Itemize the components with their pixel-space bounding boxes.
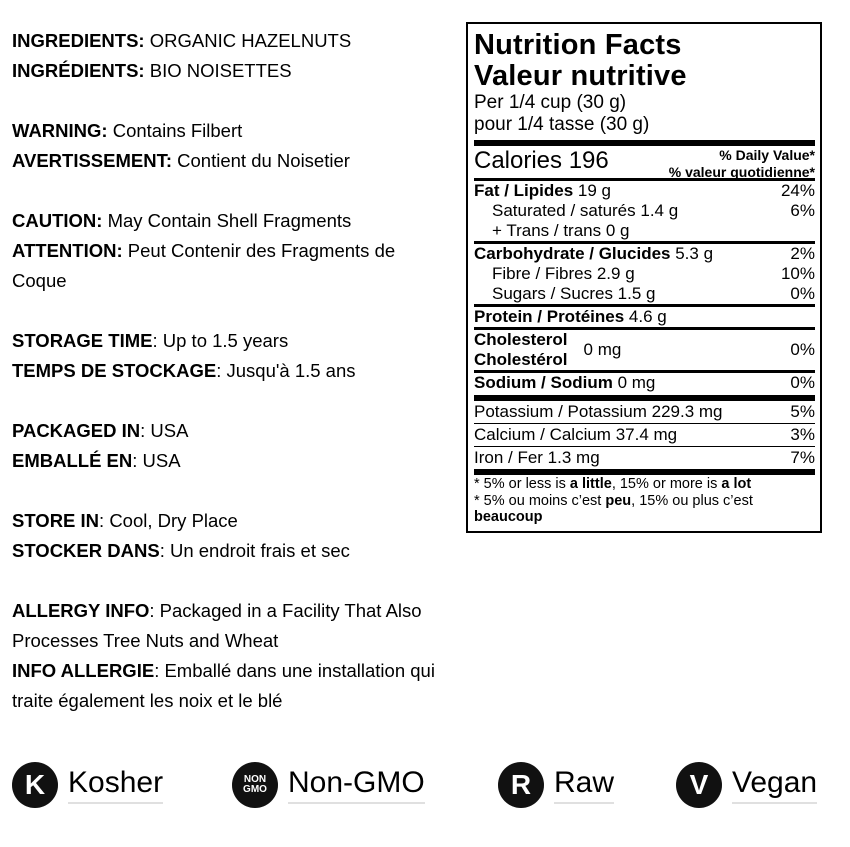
badge-raw: [498, 762, 614, 808]
daily-value-header: % Daily Value* % valeur quotidienne*: [668, 147, 815, 180]
serving-size-en: Per 1/4 cup (30 g): [474, 92, 627, 113]
caution-line: CAUTION: May Contain Shell Fragments: [12, 210, 352, 231]
cholesterol-row: Cholesterol Cholestérol 0 mg 0%: [474, 330, 815, 369]
calories-label: Calories 196: [474, 147, 609, 174]
store-fr-line: STOCKER DANS: Un endroit frais et sec: [12, 540, 350, 561]
fibre-row: Fibre / Fibres 2.9 g 10%: [492, 264, 815, 283]
calcium-row: Calcium / Calcium 37.4 mg 3%: [474, 425, 815, 444]
iron-row: Iron / Fer 1.3 mg 7%: [474, 448, 815, 467]
packaged-line: PACKAGED IN: USA: [12, 420, 189, 441]
store-line: STORE IN: Cool, Dry Place: [12, 510, 238, 531]
nutrition-title-fr: Valeur nutritive: [474, 60, 687, 92]
allergy-line: ALLERGY INFO: Packaged in a Facility That Also Processes Tree Nuts and Wheat: [12, 600, 422, 651]
protein-row: Protein / Protéines 4.6 g: [474, 307, 667, 326]
saturated-row: Saturated / saturés 1.4 g 6%: [492, 201, 815, 220]
caution-fr-line: ATTENTION: Peut Contenir des Fragments de Coque: [12, 240, 396, 291]
sodium-row: Sodium / Sodium 0 mg 0%: [474, 373, 815, 392]
footnote-en: * 5% or less is a little, 15% or more is a lot: [474, 476, 752, 492]
nutrition-title-en: Nutrition Facts: [474, 29, 682, 61]
raw-icon: R: [498, 762, 544, 808]
non-gmo-icon: NON GMO: [232, 762, 278, 808]
fat-row: Fat / Lipides 19 g 24%: [474, 181, 815, 200]
potassium-row: Potassium / Potassium 229.3 mg 5%: [474, 402, 815, 421]
badge-label: Vegan: [732, 766, 817, 804]
storage-fr-line: TEMPS DE STOCKAGE: Jusqu'à 1.5 ans: [12, 360, 356, 381]
warning-fr-line: AVERTISSEMENT: Contient du Noisetier: [12, 150, 350, 171]
footnote-fr: * 5% ou moins c’est peu, 15% ou plus c’est beaucoup: [474, 493, 753, 525]
vegan-icon: V: [676, 762, 722, 808]
sugars-row: Sugars / Sucres 1.5 g 0%: [492, 284, 815, 303]
trans-row: + Trans / trans 0 g: [492, 221, 630, 240]
ingredients-fr-line: INGRÉDIENTS: BIO NOISETTES: [12, 60, 292, 81]
product-info: [12, 26, 462, 716]
badge-label: Non-GMO: [288, 766, 425, 804]
badge-vegan: [676, 762, 817, 808]
allergy-fr-line: INFO ALLERGIE: Emballé dans une installation qui traite également les noix et le blé: [12, 660, 435, 711]
calories-row: [474, 146, 815, 178]
badge-non-gmo: [232, 762, 425, 808]
badge-label: Raw: [554, 766, 614, 804]
nutrition-facts-table: [466, 22, 822, 533]
badge-kosher: [12, 762, 163, 808]
badge-label: Kosher: [68, 766, 163, 804]
carbohydrate-row: Carbohydrate / Glucides 5.3 g 2%: [474, 244, 815, 263]
ingredients-line: INGREDIENTS: ORGANIC HAZELNUTS: [12, 30, 352, 51]
storage-line: STORAGE TIME: Up to 1.5 years: [12, 330, 289, 351]
warning-line: WARNING: Contains Filbert: [12, 120, 243, 141]
kosher-icon: K: [12, 762, 58, 808]
serving-size-fr: pour 1/4 tasse (30 g): [474, 114, 650, 135]
packaged-fr-line: EMBALLÉ EN: USA: [12, 450, 181, 471]
